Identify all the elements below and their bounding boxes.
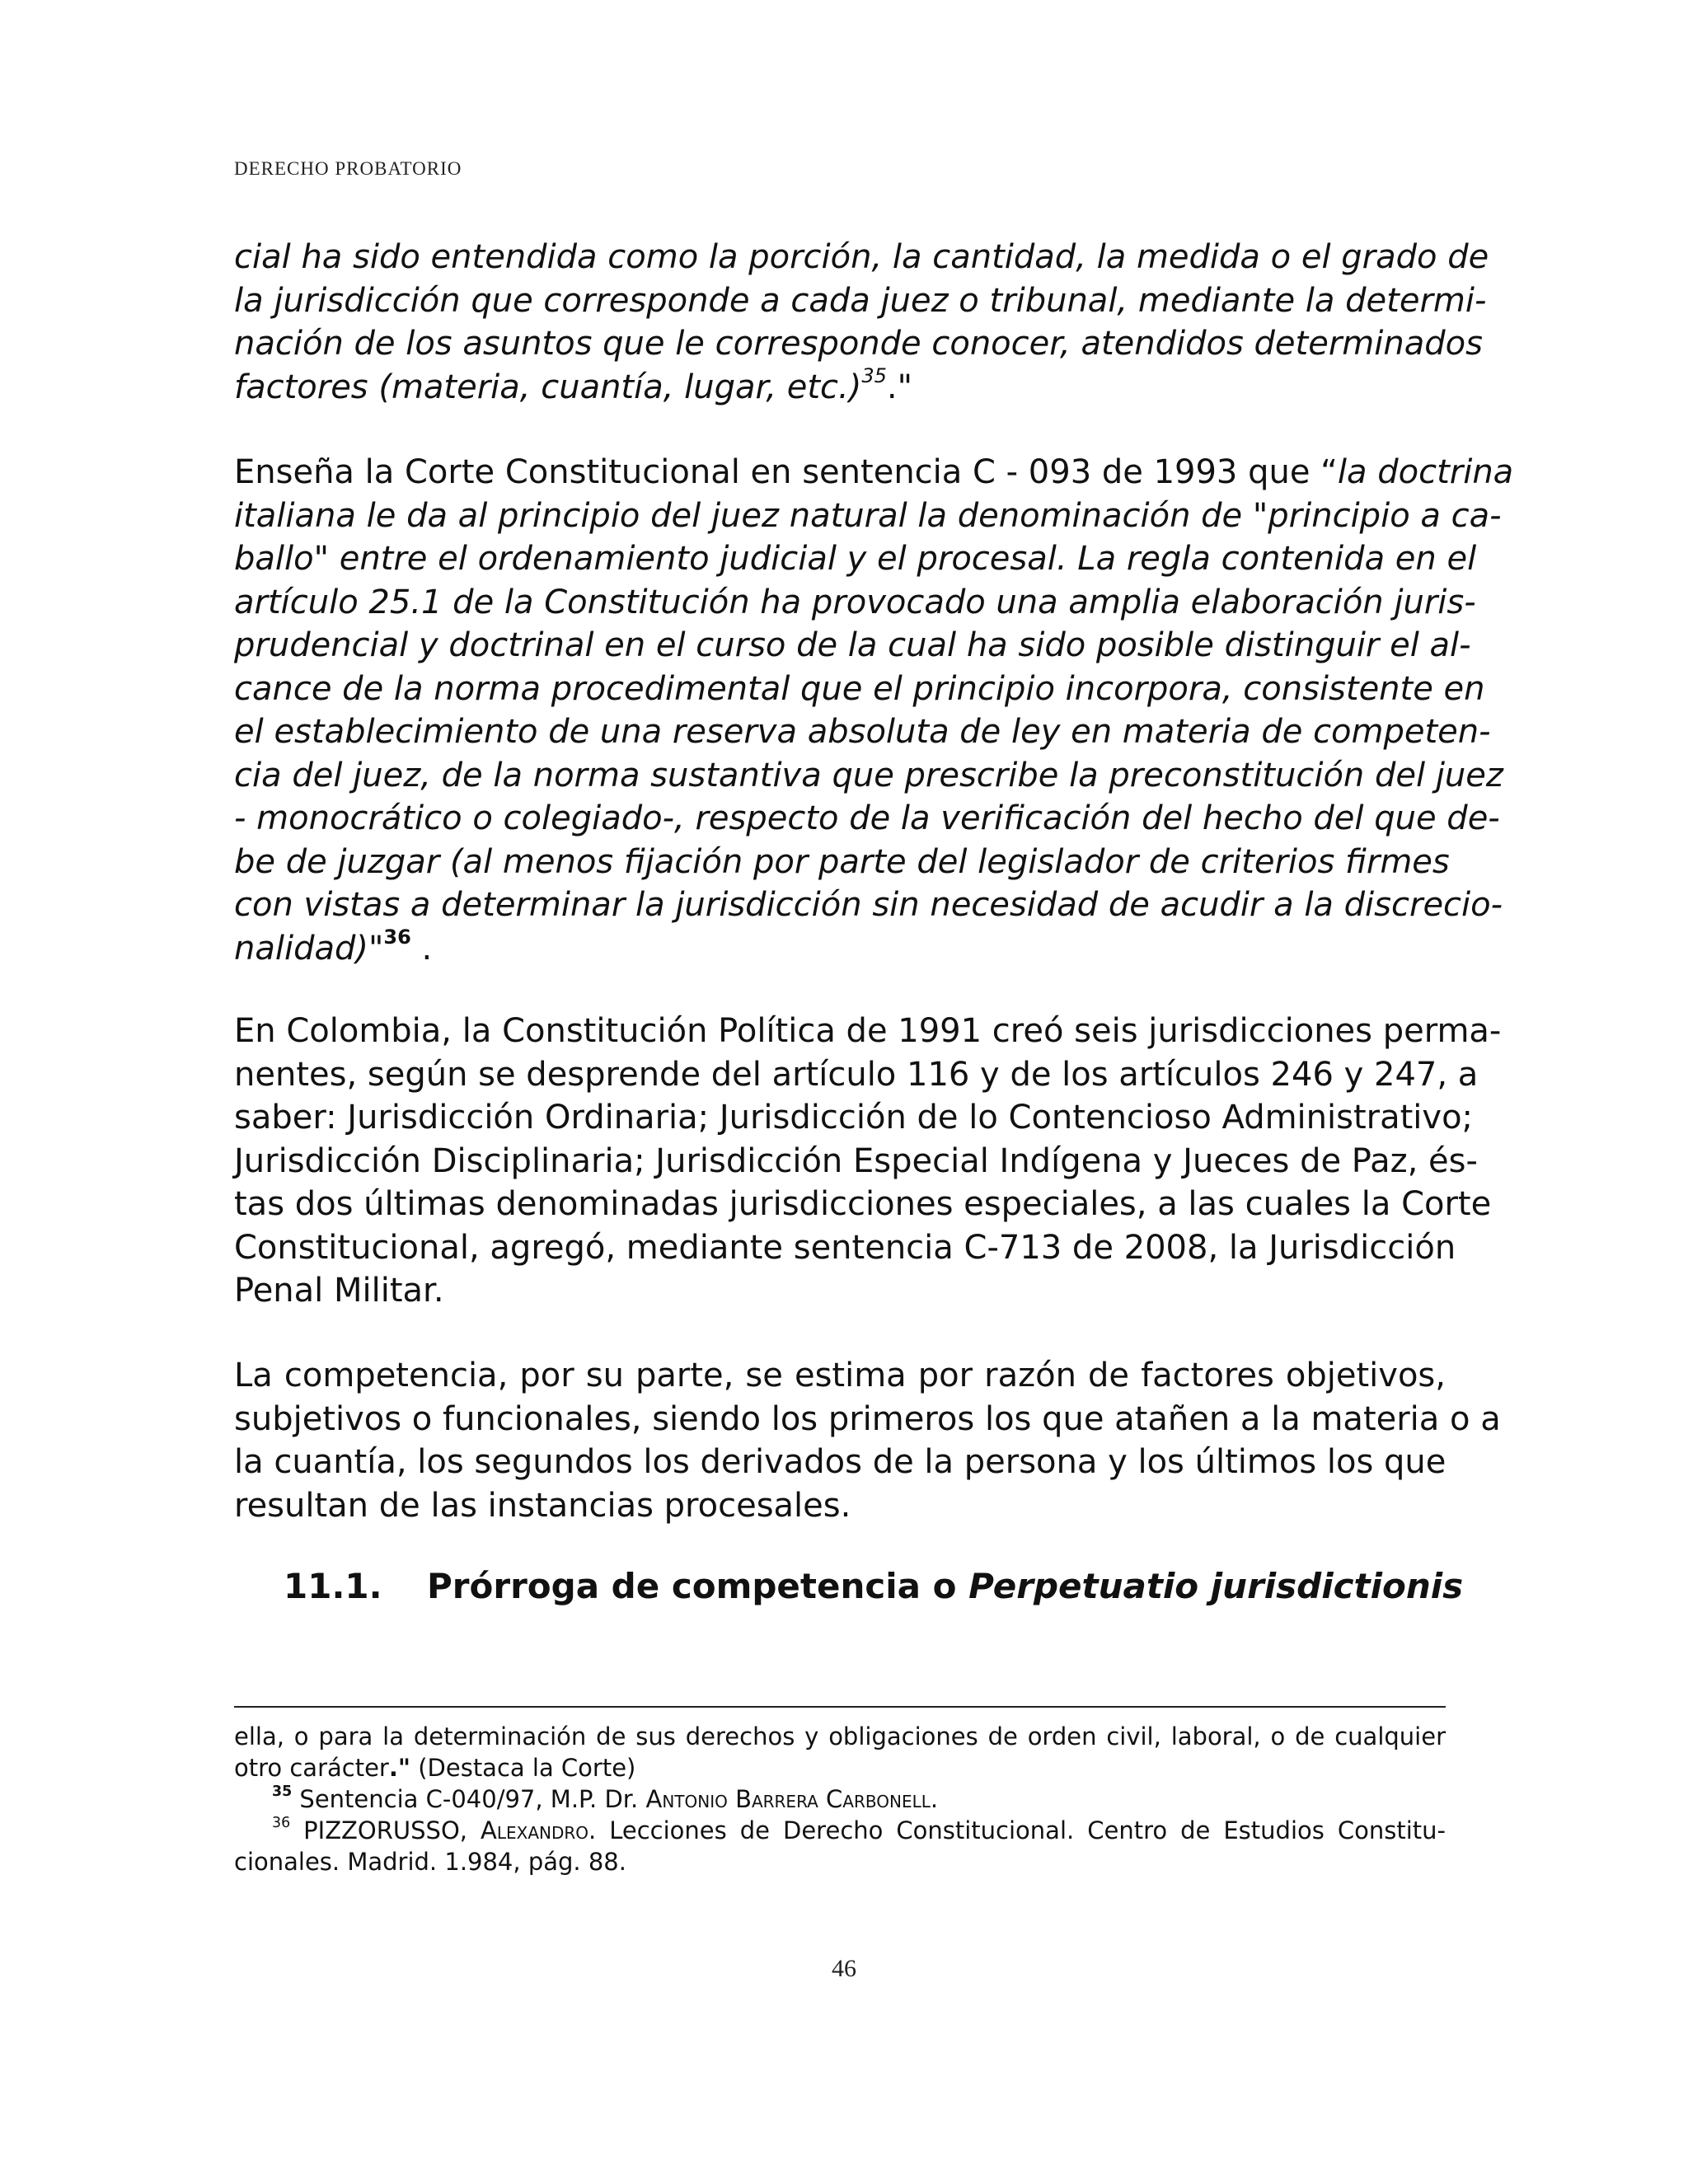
text-segment: Antonio Barrera Carbonell [645,1785,931,1813]
section-title-italic: Perpetuatio jurisdictionis [968,1566,1464,1606]
text-line: artículo 25.1 de la Constitución ha provocado una amplia elaboración juris- [234,583,1476,621]
text-line: cia del juez, de la norma sustantiva que prescribe la preconstitución del juez [234,756,1503,794]
text-line: Penal Militar. [234,1272,444,1310]
text-segment: ." [388,1754,410,1782]
text-line: saber: Jurisdicción Ordinaria; Jurisdicción de lo Contencioso Administrativo; [234,1099,1474,1137]
text-line: Constitucional, agregó, mediante sentencia C-713 de 2008, la Jurisdicción [234,1228,1456,1267]
text-segment: nalidad)" [234,929,384,968]
text-line: cial ha sido entendida como la porción, la cantidad, la medida o el grado de [234,238,1489,276]
paragraph-competencia [234,1354,1501,1527]
text-segment: . [930,1785,939,1813]
footnote-continuation-line: ella, o para la determinación de sus derechos y obligaciones de orden civil, laboral, o de cualquier [234,1722,1446,1750]
text-segment: PIZZORUSSO, [290,1816,481,1844]
text-line: subjetivos o funcionales, siendo los primeros los que atañen a la materia o a [234,1399,1501,1438]
text-segment: (Destaca la Corte) [410,1754,636,1782]
text-line [234,363,1446,410]
text-segment: . Lecciones de Derecho Constitucional. Centro de Estudios Constitu- [588,1816,1446,1844]
text-line: con vistas a determinar la jurisdicción sin necesidad de acudir a la discrecio- [234,886,1503,924]
text-segment: ." [886,368,913,406]
footnote-36-continuation: cionales. Madrid. 1.984, pág. 88. [234,1848,626,1876]
text-line: nentes, según se desprende del artículo 116 y de los artículos 246 y 247, a [234,1055,1479,1094]
footnote-35 [234,1783,1446,1815]
text-line: resultan de las instancias procesales. [234,1486,851,1525]
footnote-marker-36: 36 [272,1815,291,1832]
text-line: Jurisdicción Disciplinaria; Jurisdicción Especial Indígena y Jueces de Paz, és- [234,1141,1478,1180]
section-title: Prórroga de competencia o [427,1566,969,1606]
page-number: 46 [832,1955,856,1982]
text-segment: Enseña la Corte Constitucional en sentencia C - 093 de 1993 que “ [234,453,1338,491]
text-line: - monocrático o colegiado-, respecto de la verificación del hecho del que de- [234,799,1500,837]
paragraph-corte-constitucional [234,451,1514,970]
text-line: la cuantía, los segundos los derivados de la persona y los últimos los que [234,1443,1447,1481]
running-header: DERECHO PROBATORIO [234,158,462,179]
text-line: ballo" entre el ordenamiento judicial y el procesal. La regla contenida en el [234,540,1477,578]
footnote-ref-36[interactable]: 36 [383,925,411,949]
section-heading [284,1566,1463,1606]
text-line: cance de la norma procedimental que el principio incorpora, consistente en [234,669,1485,708]
footnote-continuation-line [234,1752,1446,1783]
text-segment: Alexandro [481,1816,589,1844]
section-number: 11.1. [284,1566,382,1606]
text-segment: otro carácter [234,1754,389,1782]
footnotes [234,1721,1446,1877]
text-line: el establecimiento de una reserva absoluta de ley en materia de competen- [234,713,1491,751]
text-line: En Colombia, la Constitución Política de 1991 creó seis jurisdicciones perma- [234,1012,1502,1050]
footnote-marker-35: 35 [272,1783,293,1801]
text-line: italiana le da al principio del juez natural la denominación de "principio a ca- [234,496,1502,535]
footnote-ref-35[interactable]: 35 [861,363,887,387]
footnote-36 [234,1815,1446,1846]
text-segment: la doctrina [1337,453,1514,491]
footnote-separator [234,1706,1446,1708]
text-line [234,451,1514,494]
text-line: La competencia, por su parte, se estima por razón de factores objetivos, [234,1357,1446,1394]
text-line [234,927,1446,971]
paragraph-quote-continuation [234,236,1489,409]
text-segment: Sentencia C-040/97, M.P. Dr. [292,1785,646,1813]
text-line: be de juzgar (al menos fijación por parte del legislador de criterios firmes [234,842,1450,881]
text-line: tas dos últimas denominadas jurisdicciones especiales, a las cuales la Corte [234,1185,1492,1223]
text-line: la jurisdicción que corresponde a cada juez o tribunal, mediante la determi- [234,281,1487,320]
text-segment: . [410,929,433,968]
text-segment: factores (materia, cuantía, lugar, etc.) [234,368,862,406]
text-line: nación de los asuntos que le corresponde conocer, atendidos determinados [234,325,1483,363]
text-line: prudencial y doctrinal en el curso de la cual ha sido posible distinguir el al- [234,626,1471,664]
paragraph-jurisdicciones [234,1010,1502,1313]
